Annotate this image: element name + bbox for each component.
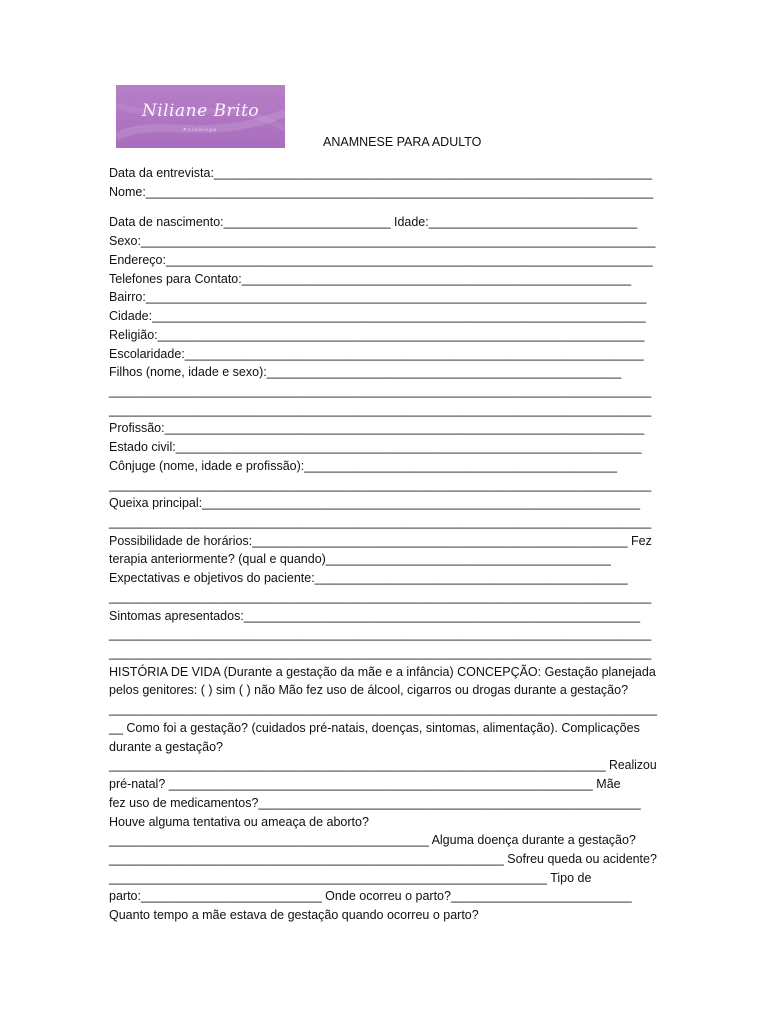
form-line: Nome:_________________________________________________________________________ [109, 184, 654, 199]
logo-subtitle: Psicóloga [183, 127, 218, 132]
form-line: Data da entrevista:_______________________________________________________________ [109, 166, 652, 180]
logo-name: Niliane Brito [141, 101, 260, 121]
brand-logo [116, 85, 285, 148]
form-line: Religião:______________________________________________________________________ [109, 327, 645, 342]
form-line: ______________________________________________________________________________ [109, 646, 652, 660]
form-line: Telefones para Contato:________________________________________________________ [109, 271, 632, 286]
form-line: Estado civil:___________________________________________________________________ [109, 440, 642, 455]
form-line: Endereço:______________________________________________________________________ [109, 252, 653, 267]
form-line: ______________________________________________________________________________ [109, 383, 652, 398]
form-line: Cônjuge (nome, idade e profissão):_____________________________________________ [109, 458, 618, 473]
form-line: Data de nascimento:________________________ Idade:______________________________ [109, 215, 638, 230]
form-line: Sexo:__________________________________________________________________________ [109, 234, 656, 249]
form-line: ______________________________________________________________________________ [109, 402, 652, 417]
form-line: ______________________________________________________________________________ [109, 477, 652, 492]
form-line: fez uso de medicamentos?_______________________________________________________ [109, 795, 641, 810]
form-line: _____________________________________________________________________________________ [109, 702, 657, 717]
form-line: Possibilidade de horários:______________________________________________________ Fez [109, 533, 652, 548]
form-line: Escolaridade:__________________________________________________________________ [109, 346, 644, 361]
form-line: durante a gestação? [109, 739, 223, 754]
form-line: HISTÓRIA DE VIDA (Durante a gestação da mãe e a infância) CONCEPÇÃO: Gestação planejada [109, 664, 656, 679]
form-line: _________________________________________________________ Sofreu queda ou acidente? [109, 851, 657, 866]
form-line: Expectativas e objetivos do paciente:_____________________________________________ [109, 571, 628, 586]
form-line: Quanto tempo a mãe estava de gestação quando ocorreu o parto? [109, 908, 479, 923]
form-line: Bairro:________________________________________________________________________ [109, 290, 647, 305]
form-line: terapia anteriormente? (qual e quando)_________________________________________ [109, 552, 611, 567]
form-line: ______________________________________________________________________________ [109, 589, 652, 604]
form-line: parto:__________________________ Onde ocorreu o parto?__________________________ [109, 889, 632, 904]
form-line: Queixa principal:_______________________________________________________________ [109, 496, 641, 511]
document-title: ANAMNESE PARA ADULTO [323, 135, 482, 149]
form-line: ______________________________________________ Alguma doença durante a gestação? [109, 833, 636, 848]
form-line: pelos genitores: ( ) sim ( ) não Mão fez uso de álcool, cigarros ou drogas durante a gestação? [109, 683, 629, 698]
form-line: _________________________________________________________________________ Realizou [109, 758, 657, 773]
form-line: Cidade:_______________________________________________________________________ [109, 309, 646, 323]
form-line: __ Como foi a gestação? (cuidados pré-natais, doenças, sintomas, alimentação). Complicações [109, 720, 640, 735]
form-line: Profissão:_____________________________________________________________________ [109, 421, 645, 436]
form-line: Sintomas apresentados:_________________________________________________________ [109, 608, 641, 623]
form-line: ______________________________________________________________________________ [109, 627, 652, 642]
form-line: _______________________________________________________________ Tipo de [109, 870, 592, 885]
form-line: ______________________________________________________________________________ [109, 515, 652, 529]
form-line: Filhos (nome, idade e sexo):___________________________________________________ [109, 365, 622, 380]
form-line: Houve alguma tentativa ou ameaça de aborto? [109, 814, 369, 829]
form-line: pré-natal? _____________________________________________________________ Mãe [109, 777, 621, 791]
